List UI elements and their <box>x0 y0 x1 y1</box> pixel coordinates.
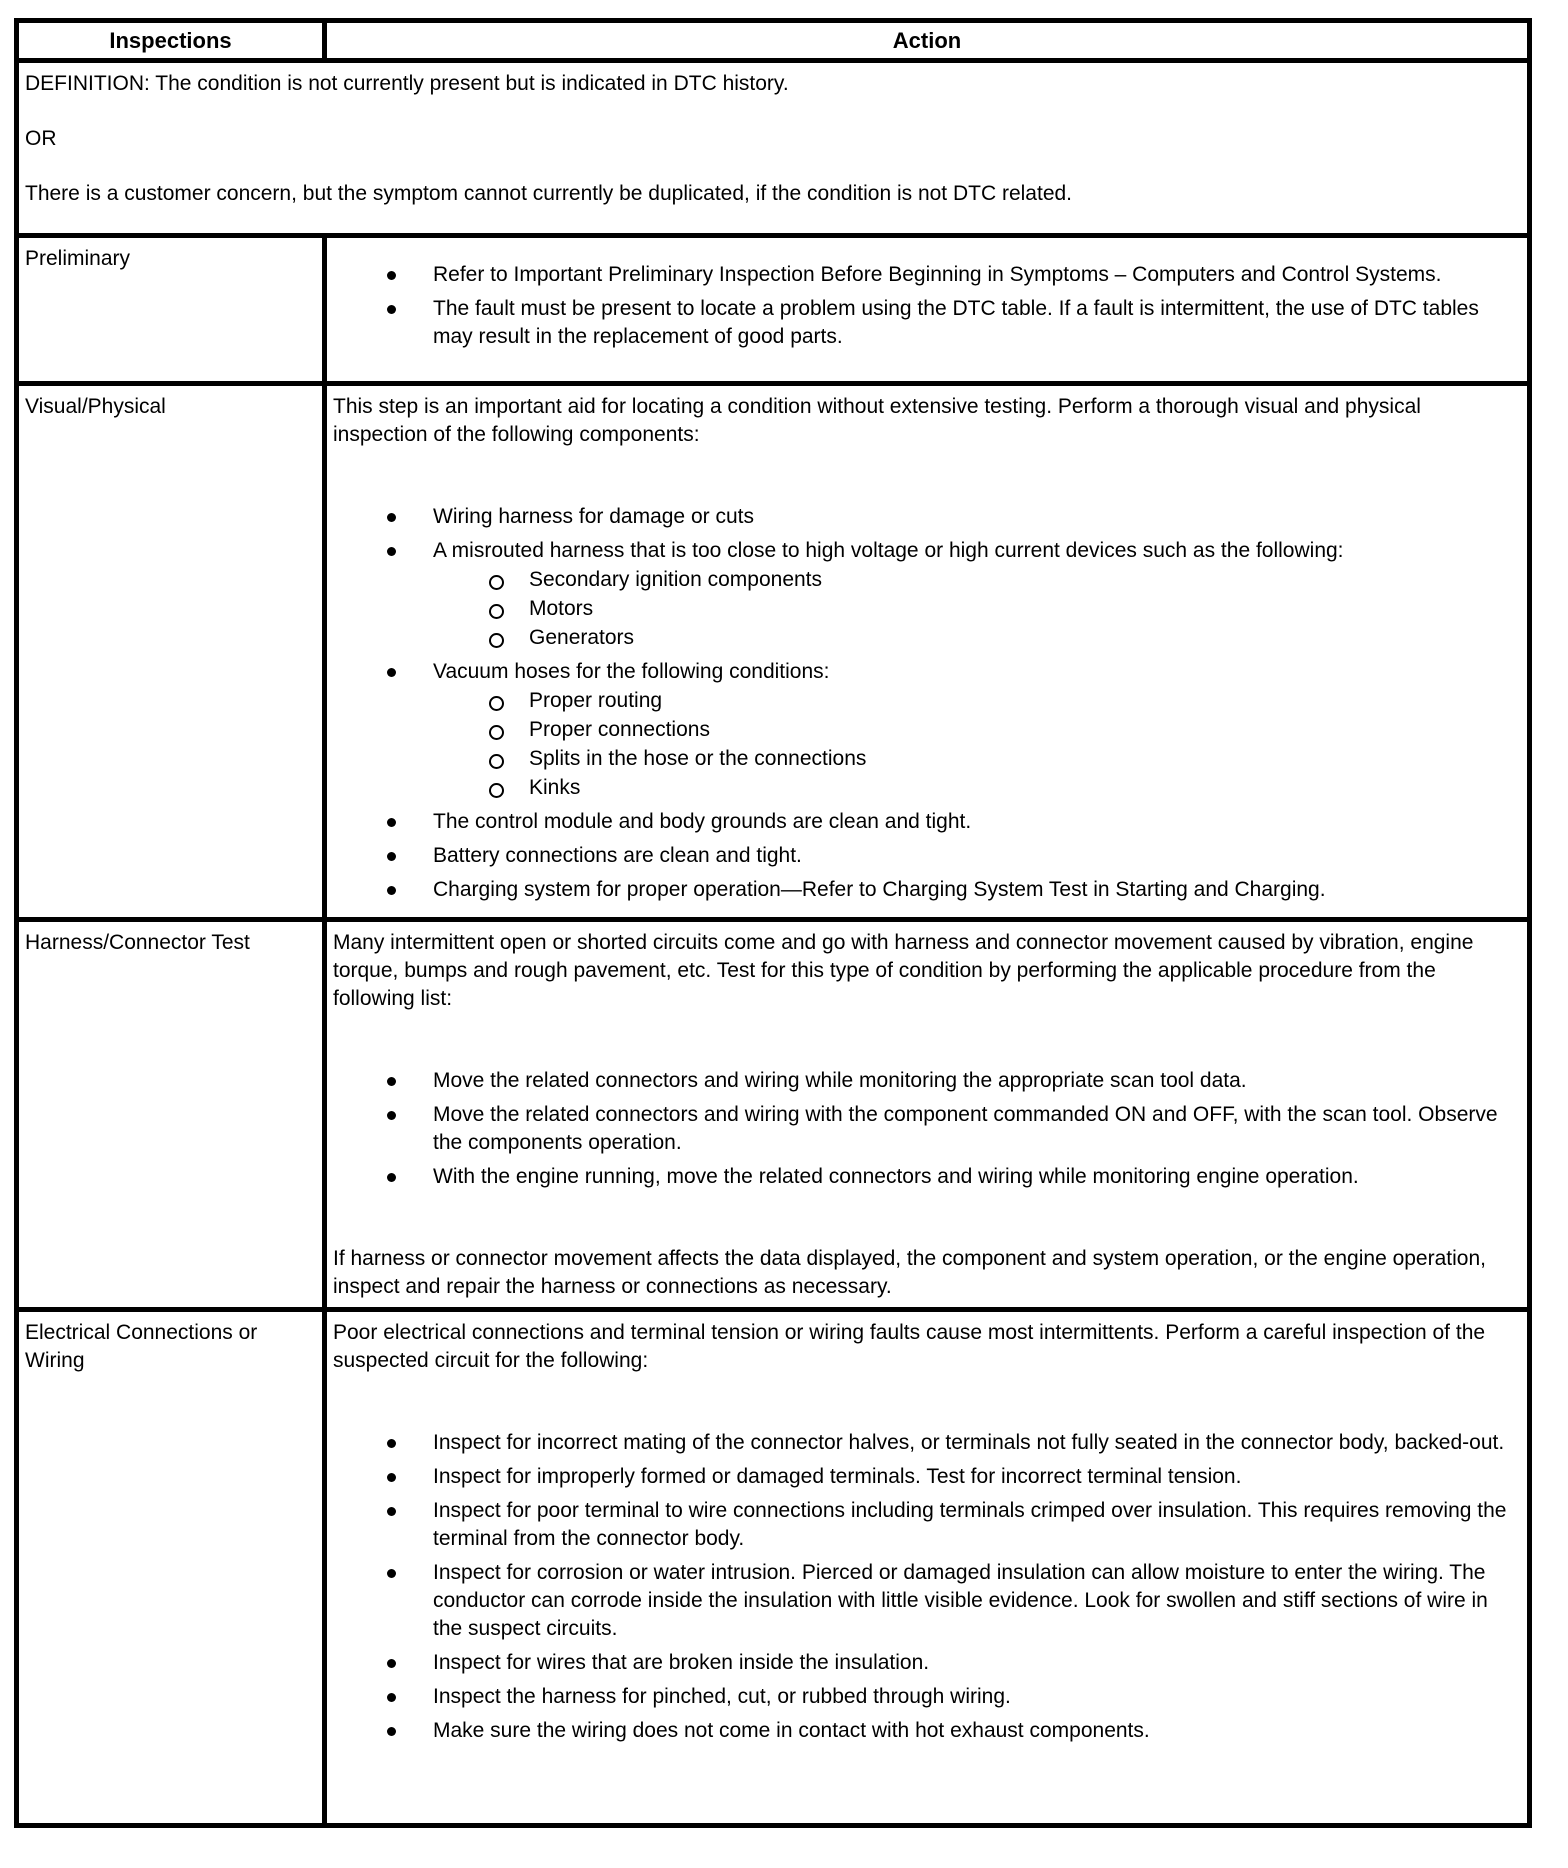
sub-bullet-text: Proper routing <box>529 689 663 712</box>
bullet-item <box>433 1649 1515 1677</box>
sub-bullet-item <box>529 595 1515 623</box>
definition-cell <box>17 61 1530 236</box>
table-row-visual-physical <box>17 384 1530 920</box>
bullet-item <box>433 537 1515 652</box>
bullet-text: Inspect for poor terminal to wire connections including terminals crimped over insulation. This requires removing the terminal from the connector body. <box>433 1499 1507 1550</box>
bullet-item <box>433 1559 1515 1643</box>
action-cell-harness-connector-test <box>325 920 1530 1310</box>
bullet-item <box>433 842 1515 870</box>
bullet-item <box>433 295 1515 351</box>
action-cell-visual-physical <box>325 384 1530 920</box>
sub-bullet-item <box>529 774 1515 802</box>
bullet-item <box>433 658 1515 802</box>
sub-bullet-list <box>433 687 1515 802</box>
bullet-text: With the engine running, move the related connectors and wiring while monitoring engine operation. <box>433 1165 1359 1188</box>
bullet-text: Refer to Important Preliminary Inspection Before Beginning in Symptoms – Computers and Control Systems. <box>433 263 1442 286</box>
bullet-item <box>433 876 1515 904</box>
action-cell-electrical-connections <box>325 1310 1530 1826</box>
action-cell-preliminary <box>325 236 1530 384</box>
table-row-harness-connector-test <box>17 920 1530 1310</box>
customer-concern-text: There is a customer concern, but the symptom cannot currently be duplicated, if the condition is not DTC related. <box>25 182 1073 205</box>
bullet-list <box>333 1429 1515 1745</box>
table-header-row <box>17 21 1530 61</box>
bullet-item <box>433 1101 1515 1157</box>
bullet-item <box>433 1497 1515 1553</box>
row-label-preliminary: Preliminary <box>17 236 325 384</box>
sub-bullet-item <box>529 687 1515 715</box>
sub-bullet-item <box>529 745 1515 773</box>
bullet-text: A misrouted harness that is too close to high voltage or high current devices such as the following: <box>433 539 1344 562</box>
sub-bullet-item <box>529 624 1515 652</box>
bullet-text: The control module and body grounds are clean and tight. <box>433 810 972 833</box>
bullet-item <box>433 1067 1515 1095</box>
bullet-text: Inspect for wires that are broken inside the insulation. <box>433 1651 930 1674</box>
bullet-text: Inspect for incorrect mating of the connector halves, or terminals not fully seated in the connector body, backed-out. <box>433 1431 1505 1454</box>
bullet-list <box>333 503 1515 904</box>
row-label-visual-physical: Visual/Physical <box>17 384 325 920</box>
sub-bullet-list <box>433 566 1515 652</box>
definition-row <box>17 61 1530 236</box>
bullet-item <box>433 1683 1515 1711</box>
intro-paragraph: Poor electrical connections and terminal tension or wiring faults cause most intermittents. Perform a careful inspection of the suspected circuit for the following: <box>333 1321 1486 1372</box>
action-column-header: Action <box>325 21 1530 61</box>
bullet-item <box>433 808 1515 836</box>
sub-bullet-text: Generators <box>529 626 635 649</box>
sub-bullet-text: Kinks <box>529 776 581 799</box>
definition-or-text: OR <box>25 127 57 150</box>
bullet-item <box>433 1463 1515 1491</box>
intro-paragraph: Many intermittent open or shorted circuits come and go with harness and connector movement caused by vibration, engine torque, bumps and rough pavement, etc. Test for this type of condition by performing the applicable procedure from the following list: <box>333 931 1474 1010</box>
bullet-list <box>333 261 1515 351</box>
sub-bullet-text: Proper connections <box>529 718 710 741</box>
outro-paragraph: If harness or connector movement affects the data displayed, the component and system operation, or the engine operation, inspect and repair the harness or connections as necessary. <box>333 1247 1486 1298</box>
row-label-harness-connector-test: Harness/Connector Test <box>17 920 325 1310</box>
sub-bullet-item <box>529 716 1515 744</box>
table-row-preliminary <box>17 236 1530 384</box>
bullet-item <box>433 1163 1515 1191</box>
sub-bullet-text: Motors <box>529 597 594 620</box>
sub-bullet-text: Splits in the hose or the connections <box>529 747 867 770</box>
bullet-text: Wiring harness for damage or cuts <box>433 505 754 528</box>
sub-bullet-item <box>529 566 1515 594</box>
bullet-text: Move the related connectors and wiring with the component commanded ON and OFF, with the scan tool. Observe the components operation. <box>433 1103 1498 1154</box>
bullet-text: Battery connections are clean and tight. <box>433 844 802 867</box>
bullet-item <box>433 1717 1515 1745</box>
bullet-text: Inspect the harness for pinched, cut, or rubbed through wiring. <box>433 1685 1011 1708</box>
table-row-electrical-connections <box>17 1310 1530 1826</box>
bullet-text: Move the related connectors and wiring while monitoring the appropriate scan tool data. <box>433 1069 1247 1092</box>
bullet-item <box>433 503 1515 531</box>
bullet-text: Inspect for corrosion or water intrusion. Pierced or damaged insulation can allow moisture to enter the wiring. The conductor can corrode inside the insulation with little visible evidence. Look for swollen and stiff sections of wire in the suspect circuits. <box>433 1561 1488 1640</box>
sub-bullet-text: Secondary ignition components <box>529 568 823 591</box>
bullet-list <box>333 1067 1515 1191</box>
bullet-text: Inspect for improperly formed or damaged terminals. Test for incorrect terminal tension. <box>433 1465 1242 1488</box>
definition-text: DEFINITION: The condition is not currently present but is indicated in DTC history. <box>25 72 789 95</box>
bullet-item <box>433 1429 1515 1457</box>
row-label-electrical-connections: Electrical Connections or Wiring <box>17 1310 325 1826</box>
bullet-text: Charging system for proper operation—Refer to Charging System Test in Starting and Charging. <box>433 878 1326 901</box>
intro-paragraph: This step is an important aid for locating a condition without extensive testing. Perform a thorough visual and physical inspection of the following components: <box>333 395 1421 446</box>
bullet-text: Make sure the wiring does not come in contact with hot exhaust components. <box>433 1719 1150 1742</box>
bullet-item <box>433 261 1515 289</box>
inspection-action-table <box>14 18 1532 1828</box>
bullet-text: The fault must be present to locate a problem using the DTC table. If a fault is intermittent, the use of DTC tables may result in the replacement of good parts. <box>433 297 1479 348</box>
inspections-column-header: Inspections <box>17 21 325 61</box>
bullet-text: Vacuum hoses for the following conditions: <box>433 660 830 683</box>
